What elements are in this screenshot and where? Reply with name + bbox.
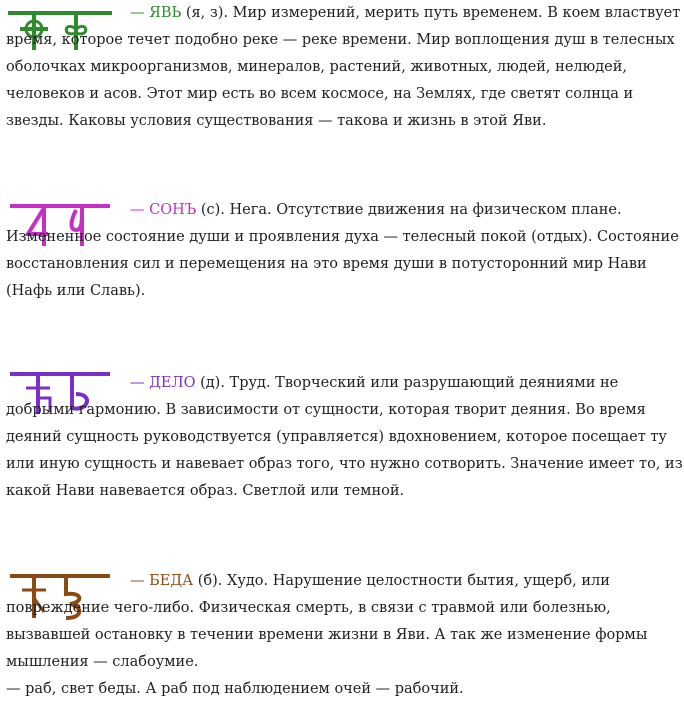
entry-body: (б). Худо. Нарушение целостности бытия, ущерб, или повреждение чего-либо. Физическая смерть, в связи с травмой или болезнью, вызвавшей остановку в течении времени жизни в Яви. А так же изменение формы мышления — слабоумие.	[6, 573, 648, 670]
term-beda: БЕДА	[149, 573, 194, 589]
term-son: СОНЪ	[149, 202, 197, 218]
term-delo: ДЕЛО	[149, 375, 196, 391]
entry-dash: —	[130, 202, 150, 218]
entry-dash: —	[130, 573, 150, 589]
entry-body: (д). Труд. Творческий или разрушающий деяниями не добрыми гармонию. В зависимости от сущности, которая творит деяния. Во время деяний сущность руководствуется (управляется) вдохновением, которое посещает ту или иную сущность и навевает образ того, что нужно сотворить. Значение имеет то, из какой Нави навевается образ. Светлой или темной.	[6, 375, 683, 499]
entry-dash: —	[130, 5, 150, 21]
entry-son-text	[6, 197, 684, 305]
entry-yav-text	[6, 0, 684, 135]
footer-line: — раб, свет беды. А раб под наблюдением очей — рабочий.	[6, 681, 464, 697]
entry-body: (с). Нега. Отсутствие движения на физическом плане. Измененное состояние души и проявления духа — телесный покой (отдых). Состояние восстановления сил и перемещения на это время души в потусторонний мир Нави (Нафь или Славь).	[6, 202, 679, 299]
term-yav: ЯВЬ	[149, 5, 182, 21]
entry-dash: —	[130, 375, 150, 391]
entry-delo-text	[6, 370, 684, 505]
entry-beda-text	[6, 568, 684, 676]
entry-body: (я, з). Мир измерений, мерить путь временем. В коем властвует время, которое течет подобно реке — реке времени. Мир воплощения душ в телесных оболочках микроорганизмов, минералов, растений, животных, людей, нелюдей, человеков и асов. Этот мир есть во всем космосе, на Землях, где светят солнца и звезды. Каковы условия существования — такова и жизнь в этой Яви.	[6, 5, 681, 129]
